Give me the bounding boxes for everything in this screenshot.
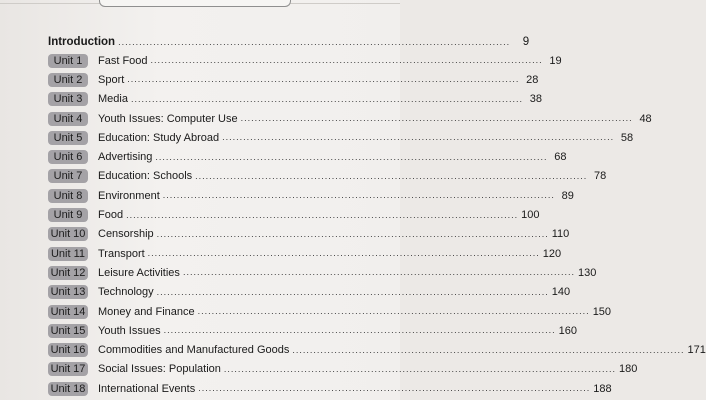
toc-introduction-title: Introduction bbox=[48, 36, 116, 48]
unit-title: Youth Issues: Computer Use bbox=[98, 112, 238, 125]
toc-row-unit-18[interactable] bbox=[48, 379, 612, 398]
unit-title: Environment bbox=[98, 189, 160, 202]
unit-page-number: 180 bbox=[618, 363, 638, 376]
dot-leader: ................................................................................................................ bbox=[156, 286, 549, 297]
dot-leader: ................................................................................................................ bbox=[130, 93, 524, 104]
dot-leader: ................................................................................................................ bbox=[163, 325, 556, 336]
dot-leader: ................................................................................................................ bbox=[240, 113, 633, 124]
unit-title: Youth Issues bbox=[98, 324, 161, 337]
dot-leader: ................................................................................................................ bbox=[155, 151, 548, 162]
unit-badge: Unit 7 bbox=[48, 169, 88, 183]
unit-page-number: 28 bbox=[526, 73, 539, 86]
dot-leader: ................................................................................................................ bbox=[182, 267, 575, 278]
toc-row-unit-13[interactable] bbox=[48, 283, 571, 302]
unit-title: International Events bbox=[98, 382, 196, 395]
toc-row-unit-1[interactable] bbox=[48, 51, 562, 70]
unit-title: Leisure Activities bbox=[98, 266, 180, 279]
unit-page-number: 140 bbox=[551, 286, 571, 299]
unit-title: Fast Food bbox=[98, 54, 148, 67]
toc-row-unit-2[interactable] bbox=[48, 70, 539, 89]
dot-leader: ................................................................................................................ bbox=[292, 344, 685, 355]
unit-title: Technology bbox=[98, 286, 154, 299]
unit-badge: Unit 3 bbox=[48, 92, 88, 106]
dot-leader: ................................................................................................................ bbox=[147, 248, 540, 259]
toc-row-unit-10[interactable] bbox=[48, 225, 570, 244]
dot-leader: ................................................................................................................ bbox=[126, 209, 519, 220]
toc-row-unit-11[interactable] bbox=[48, 244, 562, 263]
unit-page-number: 48 bbox=[639, 112, 652, 125]
toc-introduction-row[interactable] bbox=[48, 34, 530, 48]
toc-row-unit-9[interactable] bbox=[48, 205, 540, 224]
unit-badge: Unit 5 bbox=[48, 131, 88, 145]
unit-badge: Unit 12 bbox=[48, 266, 88, 280]
toc-row-unit-4[interactable] bbox=[48, 109, 652, 128]
header-tab-frame bbox=[99, 0, 291, 7]
unit-title: Education: Study Abroad bbox=[98, 131, 220, 144]
unit-badge: Unit 10 bbox=[48, 227, 88, 241]
toc-row-unit-16[interactable] bbox=[48, 340, 706, 359]
toc-row-unit-5[interactable] bbox=[48, 128, 634, 147]
toc-introduction-page: 9 bbox=[522, 36, 530, 48]
toc-row-unit-7[interactable] bbox=[48, 167, 607, 186]
unit-page-number: 68 bbox=[554, 151, 567, 164]
unit-badge: Unit 6 bbox=[48, 150, 88, 164]
unit-badge: Unit 2 bbox=[48, 73, 88, 87]
dot-leader: ................................................................................................................ bbox=[162, 190, 555, 201]
unit-page-number: 120 bbox=[542, 247, 562, 260]
unit-badge: Unit 18 bbox=[48, 382, 88, 396]
unit-title: Censorship bbox=[98, 228, 154, 241]
toc-unit-list bbox=[48, 51, 706, 398]
unit-page-number: 38 bbox=[529, 93, 543, 106]
unit-badge: Unit 11 bbox=[48, 247, 88, 261]
dot-leader: ................................................................................................................ bbox=[223, 363, 616, 374]
dot-leader: ................................................................................................................ bbox=[156, 228, 549, 239]
unit-title: Education: Schools bbox=[98, 170, 193, 183]
unit-badge: Unit 9 bbox=[48, 208, 88, 222]
dot-leader: ................................................................................................................ bbox=[127, 74, 520, 85]
unit-page-number: 78 bbox=[593, 170, 607, 183]
dot-leader: ................................................................................................................ bbox=[222, 132, 615, 143]
unit-badge: Unit 17 bbox=[48, 362, 88, 376]
unit-title: Social Issues: Population bbox=[98, 363, 221, 376]
toc-row-unit-12[interactable] bbox=[48, 263, 597, 282]
toc-row-unit-17[interactable] bbox=[48, 360, 638, 379]
unit-title: Food bbox=[98, 209, 124, 222]
unit-title: Sport bbox=[98, 73, 125, 86]
unit-badge: Unit 16 bbox=[48, 343, 88, 357]
unit-title: Media bbox=[98, 93, 128, 106]
unit-page-number: 110 bbox=[551, 228, 570, 241]
unit-page-number: 100 bbox=[521, 209, 540, 222]
unit-page-number: 89 bbox=[561, 189, 574, 202]
dot-leader: ................................................................................................................ bbox=[197, 306, 590, 316]
dot-leader: ................................................................................................................ bbox=[198, 383, 591, 394]
unit-page-number: 19 bbox=[549, 54, 562, 67]
unit-badge: Unit 1 bbox=[48, 54, 88, 68]
unit-page-number: 58 bbox=[620, 131, 634, 144]
unit-title: Advertising bbox=[98, 151, 153, 164]
unit-title: Commodities and Manufactured Goods bbox=[98, 344, 290, 357]
unit-page-number: 130 bbox=[578, 266, 597, 279]
unit-badge: Unit 8 bbox=[48, 189, 88, 203]
toc-row-unit-14[interactable] bbox=[48, 302, 612, 321]
unit-page-number: 171 bbox=[687, 344, 706, 357]
unit-page-number: 150 bbox=[592, 305, 612, 318]
dot-leader: ................................................................................................................ bbox=[195, 170, 588, 181]
unit-title: Money and Finance bbox=[98, 305, 195, 318]
unit-page-number: 160 bbox=[558, 324, 578, 337]
toc-row-unit-3[interactable] bbox=[48, 90, 543, 109]
unit-badge: Unit 4 bbox=[48, 112, 88, 126]
toc-row-unit-15[interactable] bbox=[48, 321, 578, 340]
unit-title: Transport bbox=[98, 247, 145, 260]
unit-badge: Unit 13 bbox=[48, 285, 88, 299]
unit-badge: Unit 15 bbox=[48, 324, 88, 338]
toc-row-unit-8[interactable] bbox=[48, 186, 574, 205]
dot-leader: ................................................................................................................ bbox=[150, 55, 543, 66]
unit-page-number: 188 bbox=[593, 382, 612, 395]
toc-row-unit-6[interactable] bbox=[48, 147, 567, 166]
dot-leader: ................................................................................................................ bbox=[118, 37, 511, 47]
unit-badge: Unit 14 bbox=[48, 305, 88, 319]
